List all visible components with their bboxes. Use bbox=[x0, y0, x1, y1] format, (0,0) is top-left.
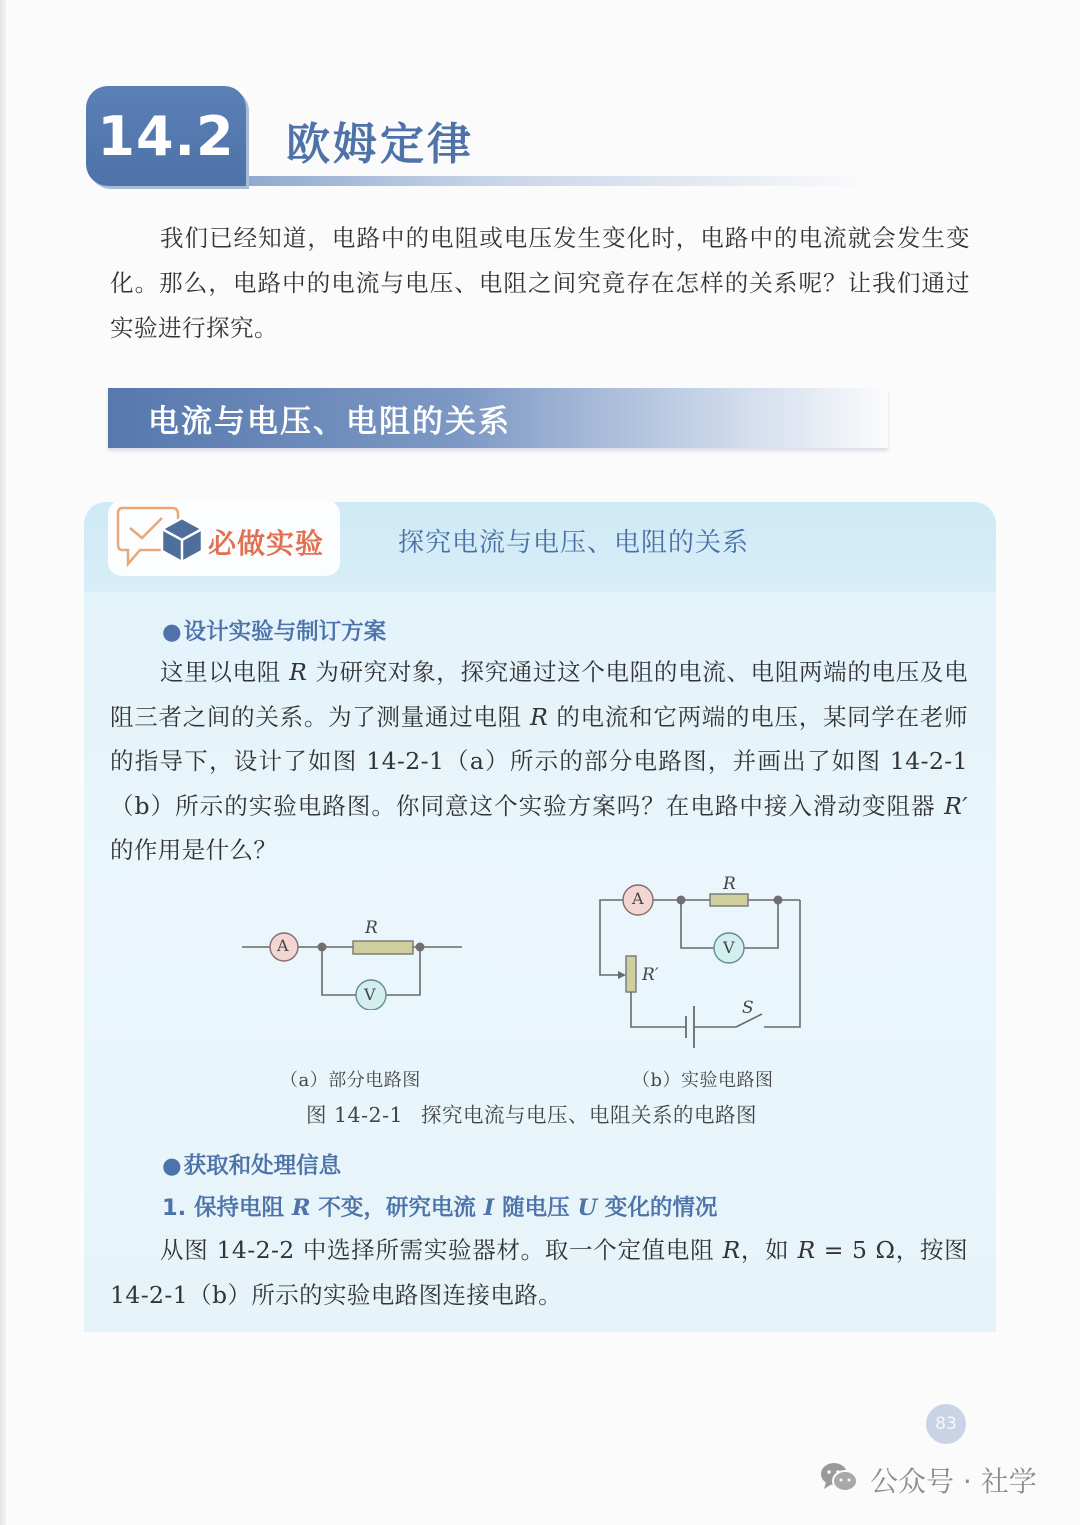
text-run: 变化的情况 bbox=[597, 1195, 718, 1221]
section-title: 电流与电压、电阻的关系 bbox=[148, 404, 511, 440]
wechat-icon bbox=[820, 1462, 858, 1499]
ammeter-label: A bbox=[632, 889, 644, 908]
text-run: 不变，研究电流 bbox=[310, 1195, 484, 1221]
text-run: 为研究对象，探究通过这个电阻的电流、电阻两端的电压及电阻三者之间的关系。为了测量通过电阻 bbox=[110, 658, 969, 731]
intro-paragraph: 我们已经知道，电路中的电阻或电压发生变化时，电路中的电流就会发生变化。那么，电路中的电流与电压、电阻之间究竟存在怎样的关系呢？让我们通过实验进行探究。 bbox=[110, 224, 970, 342]
text-run: 的电流和它两端的电压，某同学在老师的指导下，设计了如图 14-2-1（a）所示的部分电路图，并画出了如图 14-2-1（b）所示的实验电路图。你同意这个实验方案吗？在电路中接入滑动变阻器 bbox=[110, 702, 968, 820]
variable-R: R bbox=[291, 1195, 311, 1221]
section-banner bbox=[108, 388, 888, 448]
caption-a: （a）部分电路图 bbox=[280, 1070, 421, 1091]
design-heading bbox=[162, 614, 386, 646]
chapter-title: 欧姆定律 bbox=[286, 119, 474, 170]
step-1-heading bbox=[162, 1190, 717, 1222]
figure-caption bbox=[306, 1098, 757, 1128]
variable-R: R bbox=[797, 1236, 816, 1264]
resistor-label: R bbox=[723, 874, 736, 894]
text-run: 从图 14-2-2 中选择所需实验器材。取一个定值电阻 bbox=[160, 1236, 723, 1264]
variable-R: R bbox=[530, 702, 549, 731]
design-heading-text: 设计实验与制订方案 bbox=[183, 619, 387, 645]
text-run: 1. 保持电阻 bbox=[162, 1195, 292, 1221]
watermark bbox=[820, 1460, 1037, 1500]
variable-R-prime: R′ bbox=[944, 791, 968, 820]
acquire-heading-text: 获取和处理信息 bbox=[183, 1153, 342, 1179]
circuit-diagram-a bbox=[238, 910, 468, 1014]
voltmeter-label: V bbox=[364, 985, 376, 1004]
chapter-number-badge bbox=[86, 86, 246, 186]
design-paragraph bbox=[110, 650, 968, 873]
figure-number: 图 14-2-1 bbox=[306, 1103, 404, 1127]
text-run: 这里以电阻 bbox=[160, 658, 290, 686]
caption-b: （b）实验电路图 bbox=[632, 1070, 774, 1091]
ammeter-label: A bbox=[277, 936, 289, 955]
experiment-title: 探究电流与电压、电阻的关系 bbox=[398, 528, 750, 558]
variable-I: I bbox=[483, 1195, 495, 1221]
bullet-dot-icon: ● bbox=[162, 619, 182, 645]
variable-R: R bbox=[722, 1236, 741, 1264]
text-run: 的作用是什么？ bbox=[110, 836, 278, 864]
variable-U: U bbox=[577, 1195, 598, 1221]
text-run: ，如 bbox=[740, 1236, 798, 1264]
resistor-label: R bbox=[365, 918, 378, 938]
bullet-dot-icon: ● bbox=[162, 1153, 182, 1179]
circuit-diagram-b bbox=[590, 870, 810, 1059]
page-edge bbox=[0, 0, 6, 1525]
voltmeter-label: V bbox=[723, 938, 735, 957]
watermark-text: 公众号 · 社学 bbox=[870, 1465, 1037, 1498]
text-run: 随电压 bbox=[494, 1195, 578, 1221]
chapter-underline bbox=[236, 176, 876, 186]
chapter-header bbox=[86, 86, 1046, 190]
variable-R: R bbox=[289, 658, 308, 686]
acquire-heading bbox=[162, 1148, 341, 1180]
text-run: = 5 Ω，按图 14-2-1（b）所示的实验电路图连接电路。 bbox=[110, 1236, 969, 1309]
rheostat-label: R′ bbox=[642, 965, 659, 985]
figure-title: 探究电流与电压、电阻关系的电路图 bbox=[421, 1103, 758, 1127]
switch-label: S bbox=[742, 998, 754, 1018]
page-number: 83 bbox=[926, 1404, 966, 1444]
acquire-paragraph bbox=[110, 1228, 968, 1317]
required-experiment-badge bbox=[108, 500, 340, 576]
chapter-number: 14.2 bbox=[97, 104, 235, 168]
cube-icon bbox=[158, 516, 206, 568]
badge-label: 必做实验 bbox=[208, 527, 325, 560]
